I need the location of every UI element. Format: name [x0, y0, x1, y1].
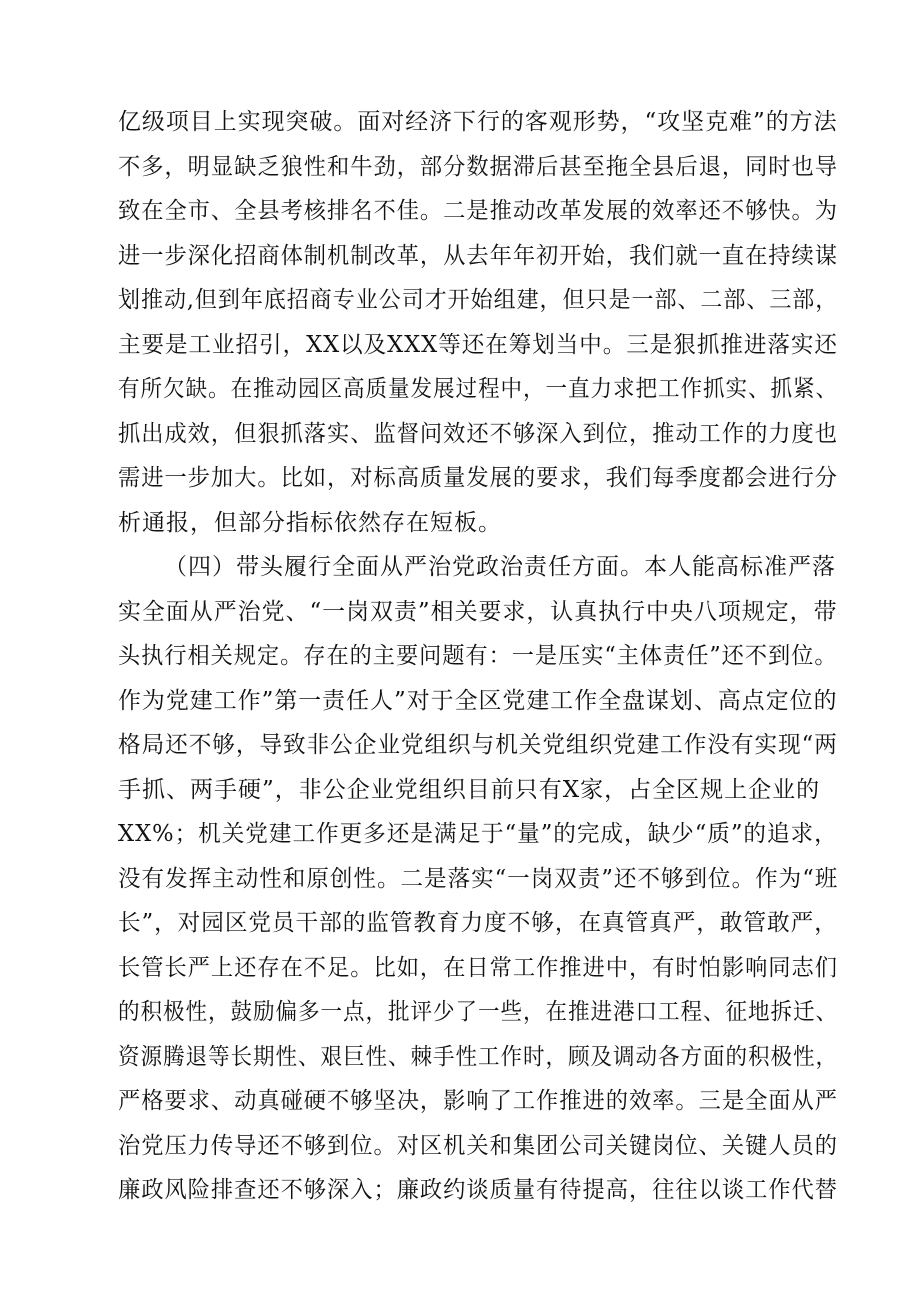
text-line: 抓出成效，但狠抓落实、监督问效还不够深入到位，推动工作的力度也 [118, 420, 838, 447]
text-line: 亿级项目上实现突破。面对经济下行的客观形势，“攻坚克难”的方法 [118, 109, 838, 135]
paragraph-continuation [118, 100, 838, 545]
text-line: XX%；机关党建工作更多还是满足于“量”的完成，缺少“质”的追求， [118, 821, 838, 847]
text-line: 进一步深化招商体制机制改革，从去年年初开始，我们就一直在持续谋 [118, 242, 838, 269]
text-line: 致在全市、全县考核排名不佳。二是推动改革发展的效率还不够快。为 [118, 198, 838, 224]
text-line: 格局还不够，导致非公企业党组织与机关党组织党建工作没有实现“两 [118, 732, 838, 758]
text-line-first: （四）带头履行全面从严治党政治责任方面。本人能高标准严落 [164, 554, 836, 580]
text-line: 主要是工业招引，XX以及XXX等还在筹划当中。三是狠抓推进落实还 [118, 331, 838, 358]
text-line: 治党压力传导还不够到位。对区机关和集团公司关键岗位、关键人员的 [118, 1132, 838, 1159]
text-line: 资源腾退等长期性、艰巨性、棘手性工作时，顾及调动各方面的积极性， [118, 1043, 838, 1070]
text-line: 的积极性，鼓励偏多一点，批评少了一些，在推进港口工程、征地拆迁、 [118, 999, 838, 1025]
text-line: 有所欠缺。在推动园区高质量发展过程中，一直力求把工作抓实、抓紧、 [118, 376, 838, 402]
text-line: 严格要求、动真碰硬不够坚决，影响了工作推进的效率。三是全面从严 [118, 1088, 838, 1114]
text-line: 需进一步加大。比如，对标高质量发展的要求，我们每季度都会进行分 [118, 465, 838, 491]
text-line: 没有发挥主动性和原创性。二是落实“一岗双责”还不够到位。作为“班 [118, 865, 839, 892]
document-body [118, 100, 838, 1213]
text-line: 长”，对园区党员干部的监管教育力度不够，在真管真严，敢管敢严， [118, 910, 838, 936]
text-line: 头执行相关规定。存在的主要问题有：一是压实“主体责任”还不到位。 [118, 643, 838, 669]
text-line: 实全面从严治党、“一岗双责”相关要求，认真执行中央八项规定，带 [118, 598, 838, 625]
text-line: 廉政风险排查还不够深入；廉政约谈质量有待提高，往往以谈工作代替 [118, 1177, 838, 1203]
text-line: 划推动,但到年底招商专业公司才开始组建，但只是一部、二部、三部， [118, 287, 839, 313]
paragraph-section-four [118, 545, 838, 1213]
text-line: 手抓、两手硬”，非公企业党组织目前只有X家，占全区规上企业的 [118, 776, 821, 803]
text-line: 长管长严上还存在不足。比如，在日常工作推进中，有时怕影响同志们 [118, 954, 838, 981]
text-line: 作为党建工作”第一责任人”对于全区党建工作全盘谋划、高点定位的 [118, 687, 838, 714]
text-line: 不多，明显缺乏狼性和牛劲，部分数据滞后甚至拖全县后退，同时也导 [118, 153, 838, 180]
text-line: 析通报，但部分指标依然存在短板。 [118, 509, 502, 536]
